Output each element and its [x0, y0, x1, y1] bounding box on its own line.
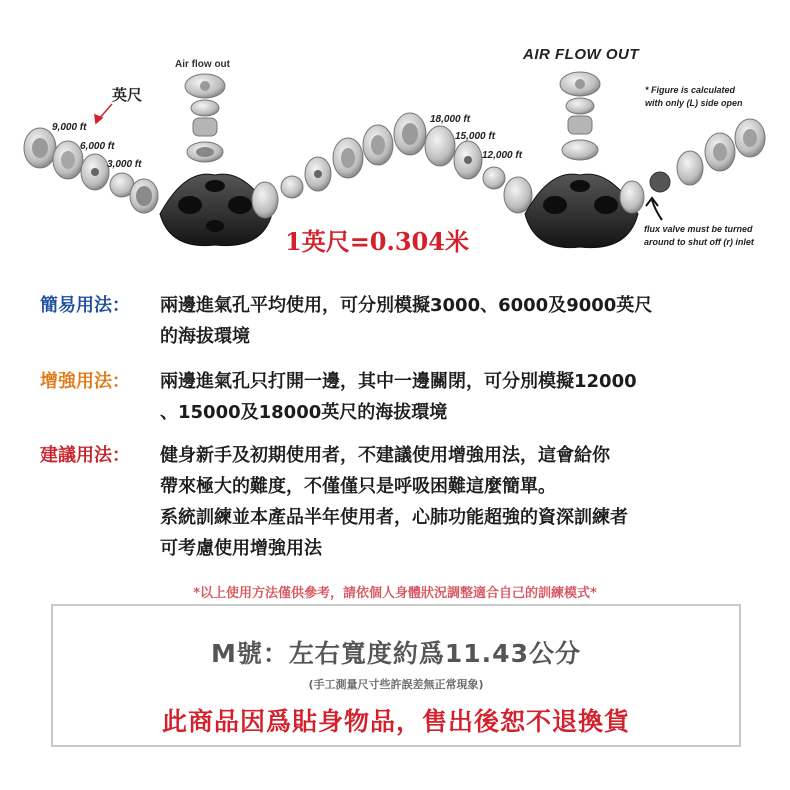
- usage-enhanced-line-1: 兩邊進氣孔只打開一邊，其中一邊關閉，可分別模擬12000: [160, 371, 637, 392]
- altitude-12000-label: 12,000 ft: [482, 150, 523, 161]
- usage-enhanced-body: [160, 366, 760, 428]
- size-line: M號：左右寬度約爲11.43公分: [211, 639, 581, 668]
- size-measurement-note: (手工測量尺寸些許誤差無正常現象): [308, 678, 484, 691]
- flux-note-line2: around to shut off (r) inlet: [644, 237, 754, 247]
- air-flow-out-label-small: Air flow out: [175, 59, 230, 70]
- usage-simple-line-2: 的海拔環境: [160, 326, 250, 347]
- feet-to-meter-conversion: 1英尺=0.304米: [285, 227, 469, 256]
- altitude-9000-label: 9,000 ft: [52, 122, 87, 133]
- right-mask: [525, 174, 638, 248]
- usage-enhanced-line-2: 、15000及18000英尺的海拔環境: [160, 402, 448, 423]
- feet-unit-label: 英尺: [112, 86, 143, 104]
- arrow-icons: [95, 104, 112, 123]
- figure-note-line1: * Figure is calculated: [645, 85, 736, 95]
- flux-arrow-icon: [646, 198, 662, 220]
- usage-suggested-line-4: 可考慮使用增強用法: [160, 538, 322, 559]
- usage-simple-line-1: 兩邊進氣孔平均使用，可分別模擬3000、6000及9000英尺: [160, 295, 653, 316]
- air-flow-out-label-large: AIR FLOW OUT: [523, 46, 639, 63]
- usage-simple-body: [160, 290, 760, 352]
- usage-enhanced: [40, 366, 760, 428]
- usage-suggested-line-3: 系統訓練並本產品半年使用者，心肺功能超強的資深訓練者: [160, 507, 628, 528]
- usage-suggested-line-1: 健身新手及初期使用者，不建議使用增強用法，這會給你: [160, 445, 610, 466]
- usage-simple-heading: 簡易用法：: [40, 295, 130, 316]
- size-info-box: [51, 604, 741, 747]
- usage-suggested-line-2: 帶來極大的難度，不僅僅只是呼吸困難這麼簡單。: [160, 476, 556, 497]
- usage-enhanced-heading: 增強用法：: [40, 371, 130, 392]
- usage-simple: [40, 290, 760, 352]
- altitude-3000-label: 3,000 ft: [107, 159, 142, 170]
- middle-valve-chain: [252, 113, 532, 218]
- altitude-18000-label: 18,000 ft: [430, 114, 471, 125]
- flux-note-line1: flux valve must be turned: [644, 224, 753, 234]
- right-airout-stack: [560, 72, 600, 160]
- altitude-6000-label: 6,000 ft: [80, 141, 115, 152]
- disclaimer-note: *以上使用方法僅供參考，請依個人身體狀況調整適合自己的訓練模式*: [193, 586, 597, 601]
- usage-suggested: [40, 440, 760, 564]
- left-airout-stack: [185, 74, 225, 162]
- no-return-notice: 此商品因爲貼身物品，售出後恕不退換貨: [161, 707, 630, 736]
- usage-suggested-body: [160, 440, 760, 564]
- right-valve-chain: [620, 119, 765, 213]
- altitude-15000-label: 15,000 ft: [455, 131, 496, 142]
- figure-note-line2: with only (L) side open: [645, 98, 743, 108]
- usage-suggested-heading: 建議用法：: [40, 445, 130, 466]
